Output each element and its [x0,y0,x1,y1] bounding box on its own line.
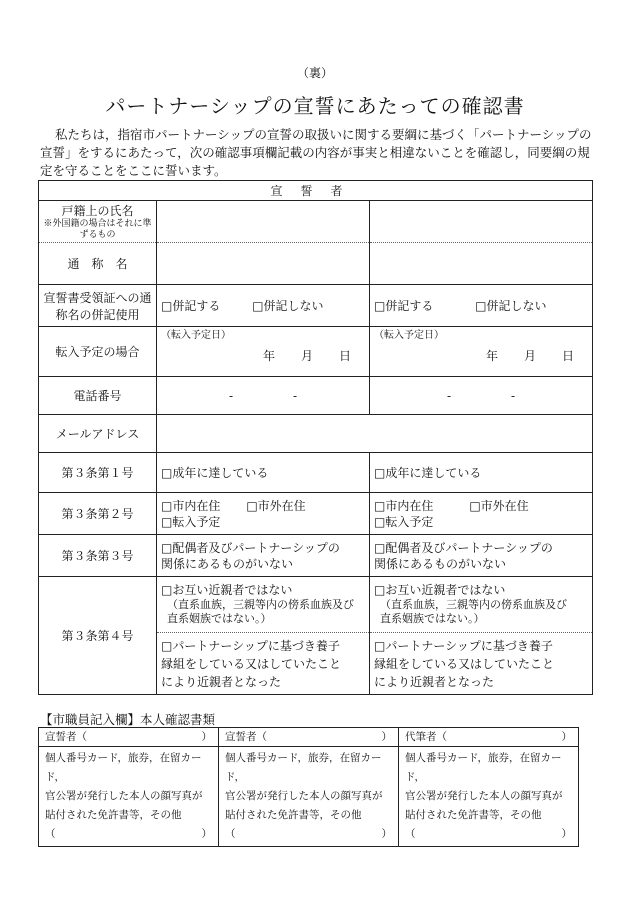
phone-dash: - [446,388,451,403]
art4-opt2-line3: により近親者となった [374,674,495,689]
close-paren: ） [561,731,572,743]
art4-note1: （直系血族，三親等内の傍系血族及び [380,598,567,611]
art2-out-city-2[interactable]: □市外在住 [469,498,529,513]
legal-name-field-2[interactable] [370,201,593,243]
doc-line2: 官公署が発行した本人の顔写真が [225,790,383,802]
doc-line3: 貼付された免許書等，その他 [225,809,362,821]
art3-line1: □配偶者及びパートナーシップの [161,540,340,555]
legal-name-label-text: 戸籍上の氏名 [61,204,134,218]
art4-opt2-line3: により近親者となった [161,674,282,689]
close-paren: ） [381,731,392,743]
clerk-table [38,727,579,847]
legal-name-field-1[interactable] [157,201,370,243]
clerk-docs-3[interactable] [399,747,579,847]
intro-paragraph: 私たちは，指宿市パートナーシップの宣誓の取扱いに関する要綱に基づく「パートナーシップの宣誓」をするにあたって，次の確認事項欄記載の内容が事実と相違ないことを確認し，同要綱の規定を守ることをここに誓います。 [40,127,592,178]
certificate-label: 宣誓書受領証への通称名の併記使用 [39,285,157,327]
art4-opt1: □お互い近親者ではない [161,583,293,597]
day-label-1: 日 [338,349,351,363]
art3-option-1[interactable] [157,535,370,577]
art4-option-a-1[interactable] [157,577,370,633]
legal-name-label [39,201,157,243]
clerk-col-header-1 [39,728,219,747]
doc-line3: 貼付された免許書等，その他 [405,809,542,821]
art2-out-city-1[interactable]: □市外在住 [246,498,306,513]
certificate-option-yes-2[interactable]: □併記する [374,299,434,313]
email-field[interactable] [157,415,593,453]
clerk-col-header-2 [219,728,399,747]
art4-opt2-line1: □パートナーシップに基づき養子 [161,638,340,653]
art1-label: 第３条第１号 [39,453,157,493]
art3-line2: 関係にあるものがいない [161,556,294,571]
art2-moving-1[interactable]: □転入予定 [161,514,221,529]
certificate-option-no-1[interactable]: □併記しない [252,299,324,313]
declaration-table [38,180,593,695]
common-name-field-1[interactable] [157,243,370,285]
art2-in-city-1[interactable]: □市内在住 [161,498,221,513]
phone-field-1[interactable] [157,377,370,415]
phone-dash: - [293,388,298,403]
art4-label: 第３条第４号 [39,577,157,695]
certificate-option-yes-1[interactable]: □併記する [161,299,221,313]
art4-option-a-2[interactable] [370,577,593,633]
clerk-col-label: 代筆者（ [405,731,447,743]
art4-option-b-1[interactable] [157,633,370,695]
art4-opt2-line2: 縁組をしている又はしていたこと [161,656,342,671]
year-label-2: 年 [485,349,498,363]
moving-date-2[interactable] [370,327,593,377]
moving-date-sub-2: （転入予定日） [374,330,444,341]
art3-option-2[interactable] [370,535,593,577]
clerk-docs-2[interactable] [219,747,399,847]
open-paren: （ [225,828,236,840]
clerk-col-header-3 [399,728,579,747]
close-paren: ） [201,731,212,743]
open-paren: （ [405,828,416,840]
art4-note2: 直系姻族ではない。） [380,612,485,625]
close-paren: ） [381,828,392,840]
year-label-1: 年 [262,349,275,363]
doc-line1: 個人番号カード，旅券，在留カード， [225,752,382,783]
art2-in-city-2[interactable]: □市内在住 [374,498,434,513]
email-label: メールアドレス [39,415,157,453]
art2-options-2 [370,493,593,535]
doc-line1: 個人番号カード，旅券，在留カード， [405,752,562,783]
clerk-section-title: 【市職員記入欄】本人確認書類 [40,712,216,727]
moving-label: 転入予定の場合 [39,327,157,377]
doc-line2: 官公署が発行した本人の顔写真が [45,790,203,802]
phone-dash: - [511,388,516,403]
certificate-options-2 [370,285,593,327]
art1-option-1[interactable]: □成年に達している [157,453,370,493]
moving-date-sub-1: （転入予定日） [161,330,231,341]
common-name-label: 通 称 名 [39,243,157,285]
art3-line1: □配偶者及びパートナーシップの [374,540,553,555]
clerk-col-label: 宣誓者（ [225,731,267,743]
art3-label: 第３条第３号 [39,535,157,577]
art2-moving-2[interactable]: □転入予定 [374,514,434,529]
art2-label: 第３条第２号 [39,493,157,535]
common-name-field-2[interactable] [370,243,593,285]
art2-options-1 [157,493,370,535]
page-title: パートナーシップの宣誓にあたっての確認書 [105,94,525,118]
art4-opt2-line2: 縁組をしている又はしていたこと [374,656,555,671]
phone-dash: - [228,388,233,403]
certificate-option-no-2[interactable]: □併記しない [475,299,547,313]
clerk-docs-1[interactable] [39,747,219,847]
phone-field-2[interactable] [370,377,593,415]
page-side-label: （裏） [296,66,333,80]
month-label-2: 月 [523,349,536,363]
art4-opt1: □お互い近親者ではない [374,583,506,597]
certificate-options-1 [157,285,370,327]
close-paren: ） [201,828,212,840]
doc-line1: 個人番号カード，旅券，在留カード， [45,752,202,783]
art4-opt2-line1: □パートナーシップに基づき養子 [374,638,553,653]
open-paren: （ [45,828,56,840]
art1-option-2[interactable]: □成年に達している [370,453,593,493]
art3-line2: 関係にあるものがいない [374,556,507,571]
doc-line2: 官公署が発行した本人の顔写真が [405,790,563,802]
month-label-1: 月 [300,349,313,363]
legal-name-note: ※外国籍の場合はそれに準ずるもの [43,219,152,240]
moving-date-1[interactable] [157,327,370,377]
art4-note2: 直系姻族ではない。） [167,612,272,625]
art4-option-b-2[interactable] [370,633,593,695]
phone-label: 電話番号 [39,377,157,415]
table-header: 宣誓者 [39,181,593,201]
clerk-col-label: 宣誓者（ [45,731,87,743]
day-label-2: 日 [562,349,575,363]
doc-line3: 貼付された免許書等，その他 [45,809,182,821]
art4-note1: （直系血族，三親等内の傍系血族及び [167,598,354,611]
close-paren: ） [561,828,572,840]
